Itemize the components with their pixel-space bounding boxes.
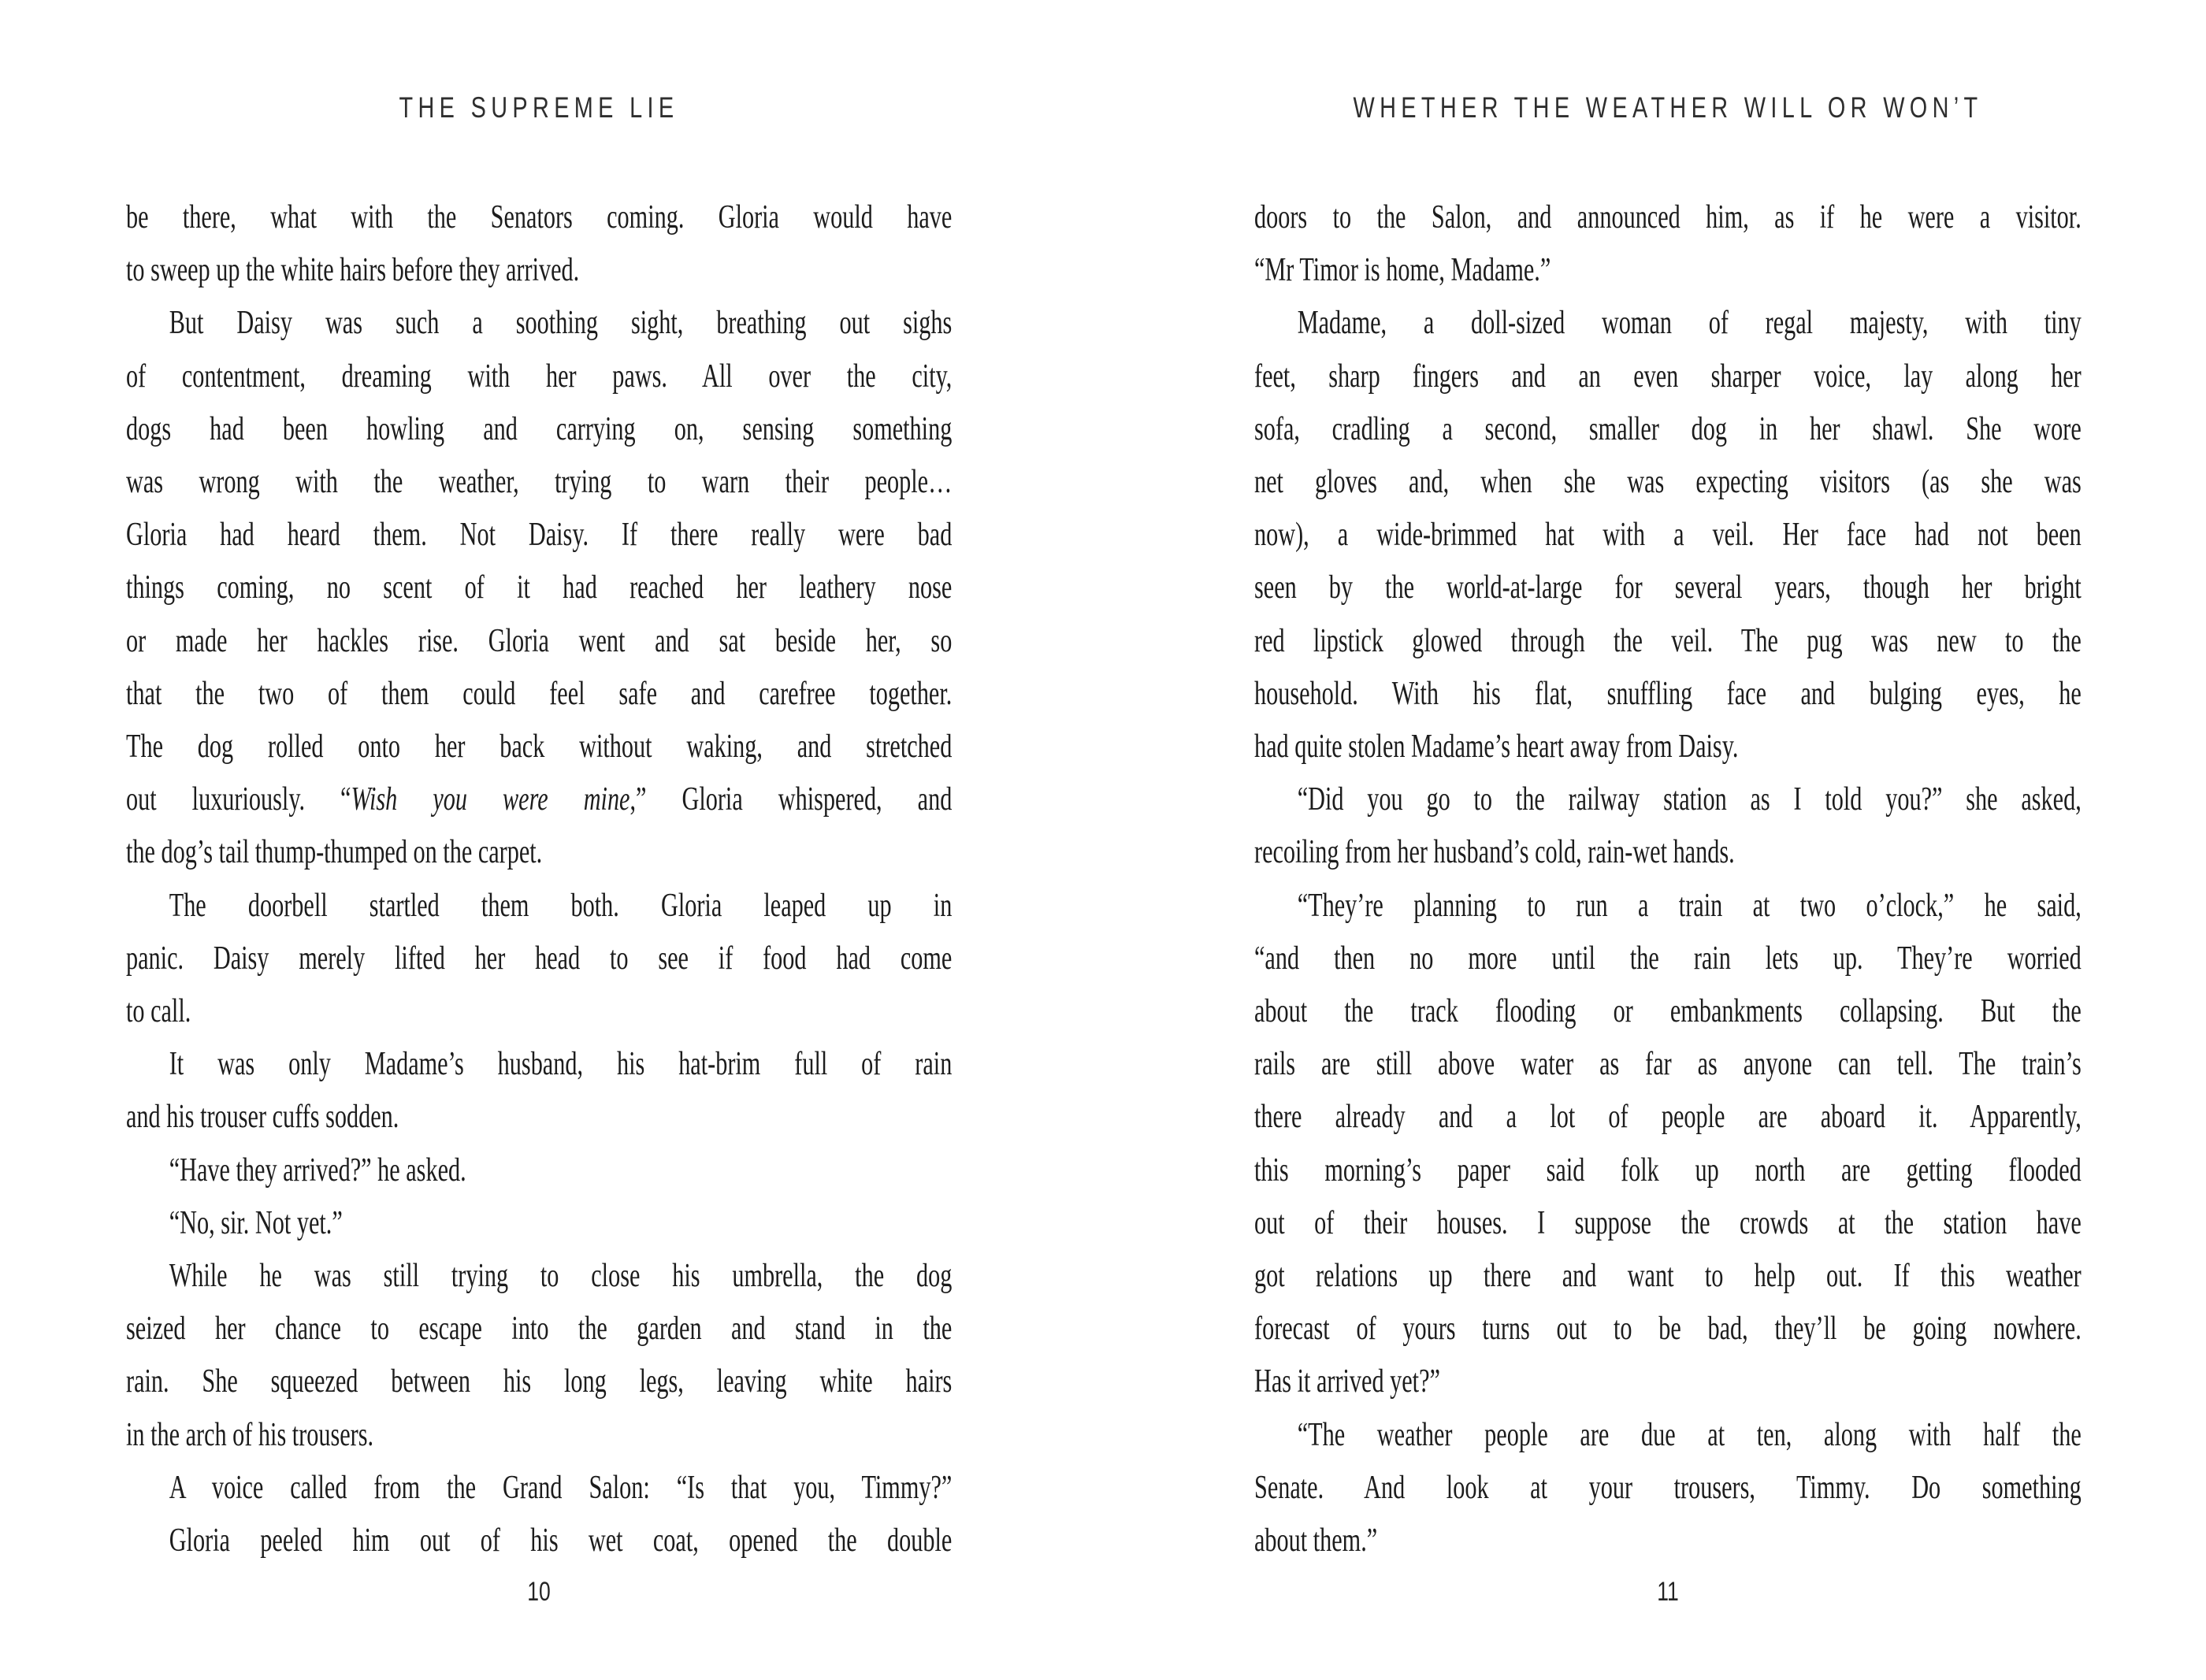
text-line [1254,1144,2082,1197]
text-run: had quite stolen Madame’s heart away from Daisy. [1254,729,1739,766]
text-line [126,773,952,826]
text-run: While he was still trying to close his umbrella, the dog [169,1258,953,1295]
text-run: “Have they arrived?” he asked. [169,1152,466,1189]
right-text-column [1254,191,2082,1567]
text-line [1254,509,2082,562]
text-line [1254,1091,2082,1144]
text-line [126,244,952,297]
text-run: about them.” [1254,1522,1378,1559]
text-run: recoiling from her husband’s cold, rain-wet hands. [1254,834,1735,871]
text-run: household. With his flat, snuffling face and bulging eyes, he [1254,675,2082,712]
text-run: ,” Gloria whispered, and [629,781,953,818]
text-line [1254,721,2082,773]
text-run: to sweep up the white hairs before they arrived. [126,252,580,289]
text-line [1254,1250,2082,1303]
text-line [1254,297,2082,350]
text-run: “Did you go to the railway station as I told you?” she asked, [1297,781,2082,818]
text-line [126,191,952,244]
text-line [1254,615,2082,668]
text-line [1254,1462,2082,1515]
text-run: and his trouser cuffs sodden. [126,1099,399,1136]
text-run: seen by the world-at-large for several years, though her bright [1254,569,2082,606]
text-run: in the arch of his trousers. [126,1416,374,1453]
text-line [126,1462,952,1515]
text-line [1254,1355,2082,1408]
text-run: “and then no more until the rain lets up. They’re worried [1254,940,2082,977]
text-run: Gloria peeled him out of his wet coat, opened the double [169,1522,953,1559]
text-run: things coming, no scent of it had reached her leathery nose [126,569,953,606]
text-line [1254,1038,2082,1091]
text-line [1254,668,2082,721]
text-run: “No, sir. Not yet.” [169,1204,343,1241]
text-run: got relations up there and want to help out. If this weather [1254,1258,2082,1295]
text-line [126,350,952,403]
text-run: of contentment, dreaming with her paws. All over the city, [126,358,953,395]
right-page-number: 11 [1657,1577,1679,1607]
text-line [126,1038,952,1091]
text-line [126,456,952,509]
text-run: dogs had been howling and carrying on, sensing something [126,410,953,447]
text-line [1254,1515,2082,1567]
text-line [126,1197,952,1250]
text-run: was wrong with the weather, trying to warn their people… [126,464,953,501]
text-run: now), a wide-brimmed hat with a veil. Her face had not been [1254,517,2082,554]
text-run: red lipstick glowed through the veil. The pug was new to the [1254,622,2082,659]
text-line [1254,403,2082,456]
text-line [126,668,952,721]
text-line [126,509,952,562]
text-run: forecast of yours turns out to be bad, they’ll be going nowhere. [1254,1311,2082,1348]
text-run: that the two of them could feel safe and carefree together. [126,675,953,712]
text-run: net gloves and, when she was expecting visitors (as she was [1254,464,2082,501]
text-run: sofa, cradling a second, smaller dog in her shawl. She wore [1254,410,2082,447]
text-run: about the track flooding or embankments collapsing. But the [1254,993,2082,1030]
text-run: But Daisy was such a soothing sight, breathing out sighs [169,305,953,342]
text-line [126,615,952,668]
text-run: or made her hackles rise. Gloria went and sat beside her, so [126,622,953,659]
text-line [126,1144,952,1197]
text-run: Senate. And look at your trousers, Timmy. Do something [1254,1469,2082,1506]
text-line [1254,562,2082,614]
text-run: out luxuriously. “ [126,781,351,818]
text-run: It was only Madame’s husband, his hat-brim full of rain [169,1046,953,1083]
page-right [1103,0,2206,1680]
text-line [1254,1409,2082,1462]
text-line [1254,826,2082,879]
text-line [1254,1197,2082,1250]
text-line [126,1303,952,1355]
text-run: rain. She squeezed between his long legs, leaving white hairs [126,1363,953,1400]
left-page-number: 10 [527,1577,551,1607]
text-run: Gloria had heard them. Not Daisy. If there really were bad [126,517,953,554]
text-run: be there, what with the Senators coming. Gloria would have [126,199,953,235]
text-line [1254,933,2082,985]
text-line [126,880,952,933]
text-line [1254,985,2082,1038]
text-run: “Mr Timor is home, Madame.” [1254,252,1551,289]
text-line [126,1091,952,1144]
text-line [126,1515,952,1567]
text-line [1254,456,2082,509]
text-line [126,933,952,985]
text-run: rails are still above water as far as anyone can tell. The train’s [1254,1046,2082,1083]
text-line [126,562,952,614]
text-line [1254,1303,2082,1355]
text-run: the dog’s tail thump-thumped on the carpet. [126,834,543,871]
text-run: there already and a lot of people are aboard it. Apparently, [1254,1099,2082,1136]
text-line [126,826,952,879]
text-run: “The weather people are due at ten, along with half the [1297,1416,2082,1453]
text-run: A voice called from the Grand Salon: “Is that you, Timmy?” [169,1469,953,1506]
text-run: to call. [126,993,191,1030]
text-line [1254,244,2082,297]
text-run: doors to the Salon, and announced him, as if he were a visitor. [1254,199,2082,235]
text-line [1254,350,2082,403]
italic-text-run: Wish you were mine [351,781,630,818]
text-run: Madame, a doll-sized woman of regal majesty, with tiny [1297,305,2082,342]
text-line [126,403,952,456]
text-line [126,721,952,773]
text-line [126,1250,952,1303]
text-line [126,1355,952,1408]
text-run: feet, sharp fingers and an even sharper voice, lay along her [1254,358,2082,395]
text-run: seized her chance to escape into the garden and stand in the [126,1311,953,1348]
left-text-column [126,191,952,1567]
text-run: “They’re planning to run a train at two o’clock,” he said, [1297,887,2082,924]
text-line [126,1409,952,1462]
text-line [1254,191,2082,244]
text-run: The doorbell startled them both. Gloria leaped up in [169,887,953,924]
text-line [1254,773,2082,826]
text-run: this morning’s paper said folk up north are getting flooded [1254,1152,2082,1189]
text-line [126,297,952,350]
text-run: panic. Daisy merely lifted her head to see if food had come [126,940,953,977]
left-running-header: THE SUPREME LIE [399,91,679,124]
text-line [1254,880,2082,933]
text-run: The dog rolled onto her back without waking, and stretched [126,729,953,766]
right-running-header: WHETHER THE WEATHER WILL OR WON’T [1353,91,1983,124]
text-line [126,985,952,1038]
text-run: out of their houses. I suppose the crowds at the station have [1254,1204,2082,1241]
text-run: Has it arrived yet?” [1254,1363,1440,1400]
